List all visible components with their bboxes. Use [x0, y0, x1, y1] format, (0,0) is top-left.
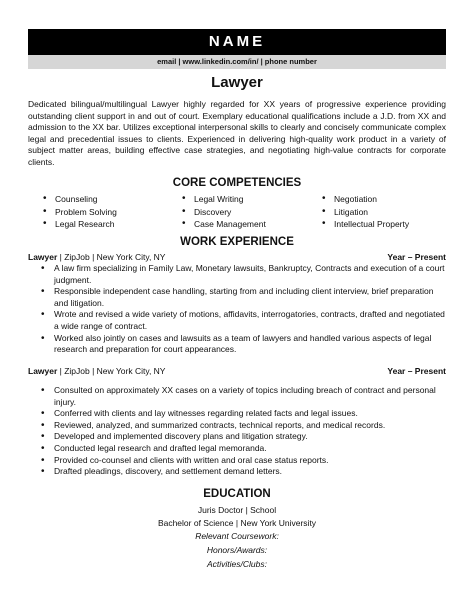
relevant-coursework: Relevant Coursework: [195, 531, 279, 541]
competency-item: • Case Management [182, 218, 266, 231]
job-1-bullets [41, 263, 445, 356]
job-bullet: • Conferred with clients and lay witnesses regarding related facts and legal issues. [41, 408, 445, 420]
competencies-column-3 [322, 193, 409, 231]
competency-item: • Intellectual Property [322, 218, 409, 231]
competency-item: • Legal Research [43, 218, 117, 231]
job-bullet: • Conducted legal research and drafted legal memoranda. [41, 443, 445, 455]
job-bullet: • Responsible independent case handling, starting from and including client interview, brief preparation and litigation. [41, 286, 445, 309]
competency-item: • Problem Solving [43, 206, 117, 219]
activities-clubs: Activities/Clubs: [207, 559, 267, 569]
competencies-column-1 [43, 193, 117, 231]
job-details: | ZipJob | New York City, NY [57, 252, 166, 262]
job-bullet: • Wrote and revised a wide variety of motions, affidavits, interrogatories, contracts, drafted and negotiated a wide range of contract. [41, 309, 445, 332]
job-header-2 [28, 366, 446, 376]
competencies-column-2 [182, 193, 266, 231]
resume-name-banner: NAME [28, 29, 446, 55]
job-title: Lawyer [28, 366, 58, 376]
competency-item: • Litigation [322, 206, 409, 219]
job-details: | ZipJob | New York City, NY [57, 366, 166, 376]
job-dates: Year – Present [387, 252, 446, 262]
competency-item: • Legal Writing [182, 193, 266, 206]
professional-summary: Dedicated bilingual/multilingual Lawyer highly regarded for XX years of progressive experience providing outstanding client support in and out of court. Exemplary educational qualifications include a J.D. from XX and admission to the XX bar. Utilizes exceptional interpersonal skills to clearly and concisely communicate complex legal and precedential issues to clients. Experienced in delivering high-quality work product in a variety of subject matter areas, building effective case strategies, and negotiating high-value contracts for corporate clients. [28, 99, 446, 167]
job-title-heading: Lawyer [211, 74, 263, 91]
job-dates: Year – Present [387, 366, 446, 376]
job-2-bullets [41, 385, 445, 478]
job-bullet: • Drafted pleadings, discovery, and settlement demand letters. [41, 466, 445, 478]
job-title: Lawyer [28, 252, 58, 262]
job-bullet: • Worked also jointly on cases and lawsuits as a team of lawyers and handled various aspects of legal research and preparation for court appearances. [41, 333, 445, 356]
experience-heading: WORK EXPERIENCE [180, 236, 294, 248]
competency-item: • Negotiation [322, 193, 409, 206]
job-bullet: • Provided co-counsel and clients with written and oral case status reports. [41, 455, 445, 467]
job-bullet: • Reviewed, analyzed, and summarized contracts, technical reports, and medical records. [41, 420, 445, 432]
competencies-heading: CORE COMPETENCIES [172, 177, 302, 189]
education-heading: EDUCATION [203, 488, 271, 500]
competency-item: • Discovery [182, 206, 266, 219]
degree-1: Juris Doctor | School [197, 505, 277, 515]
contact-info-bar: email | www.linkedin.com/in/ | phone number [28, 55, 446, 69]
job-header-1 [28, 252, 446, 262]
job-bullet: • Consulted on approximately XX cases on a variety of topics including breach of contract and personal injury. [41, 385, 445, 408]
competency-item: • Counseling [43, 193, 117, 206]
honors-awards: Honors/Awards: [206, 545, 268, 555]
job-bullet: • A law firm specializing in Family Law, Monetary lawsuits, Bankruptcy, Contracts and execution of a court judgment. [41, 263, 445, 286]
job-bullet: • Developed and implemented discovery plans and litigation strategy. [41, 431, 445, 443]
degree-2: Bachelor of Science | New York University [157, 518, 317, 528]
